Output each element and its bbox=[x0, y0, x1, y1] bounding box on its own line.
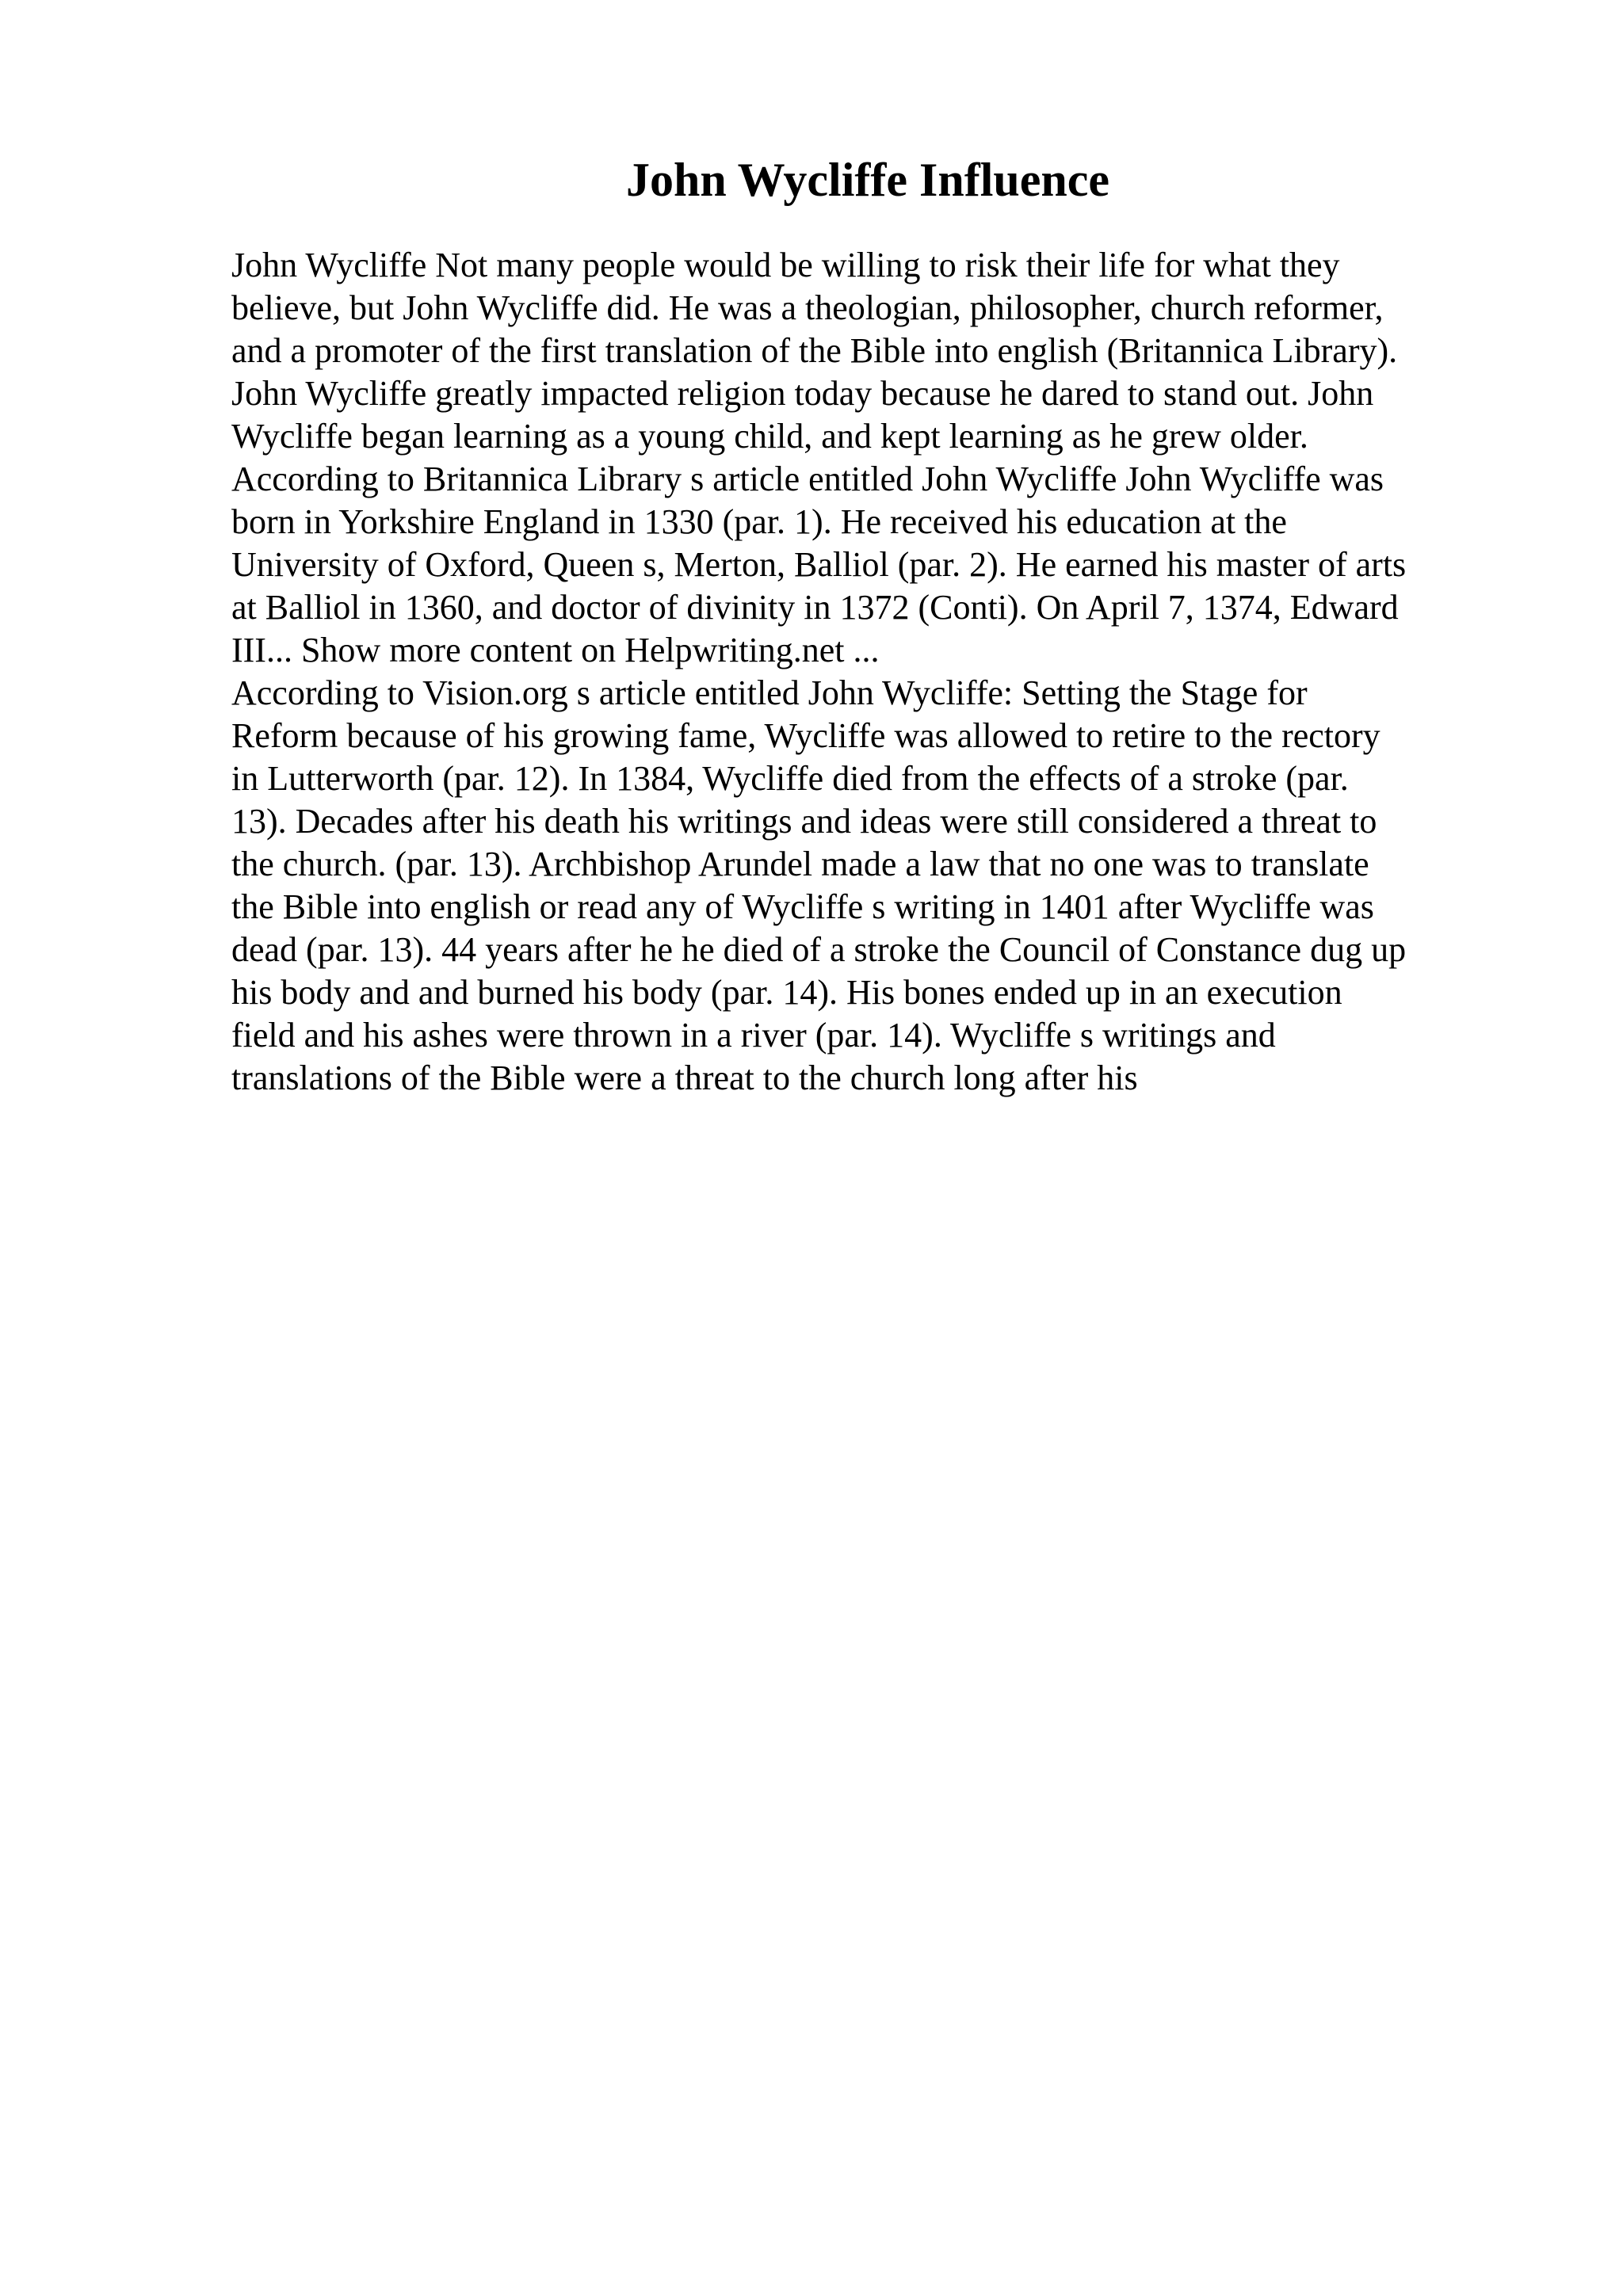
body-line: translations of the Bible were a threat to the church long after his bbox=[231, 1058, 1138, 1097]
body-line: field and his ashes were thrown in a river (par. 14). Wycliffe s writings and bbox=[231, 1016, 1276, 1055]
body-line: University of Oxford, Queen s, Merton, Balliol (par. 2). He earned his master of arts bbox=[231, 545, 1407, 584]
body-line: John Wycliffe Not many people would be willing to risk their life for what they bbox=[231, 246, 1340, 284]
body-line: the church. (par. 13). Archbishop Arundel made a law that no one was to translate bbox=[231, 845, 1369, 883]
document-title: John Wycliffe Influence bbox=[626, 154, 1109, 206]
body-line: believe, but John Wycliffe did. He was a theologian, philosopher, church reformer, bbox=[231, 288, 1384, 327]
body-line: Reform because of his growing fame, Wycliffe was allowed to retire to the rectory bbox=[231, 716, 1381, 755]
body-line: John Wycliffe greatly impacted religion today because he dared to stand out. John bbox=[231, 374, 1374, 413]
body-line: 13). Decades after his death his writings and ideas were still considered a threat to bbox=[231, 802, 1377, 841]
body-line: III... Show more content on Helpwriting.net ... bbox=[231, 631, 880, 669]
body-line: in Lutterworth (par. 12). In 1384, Wycliffe died from the effects of a stroke (par. bbox=[231, 759, 1349, 798]
body-line: the Bible into english or read any of Wycliffe s writing in 1401 after Wycliffe was bbox=[231, 887, 1374, 926]
body-line: born in Yorkshire England in 1330 (par. 1). He received his education at the bbox=[231, 502, 1287, 541]
body-line: According to Britannica Library s article entitled John Wycliffe John Wycliffe was bbox=[231, 460, 1384, 498]
body-line: Wycliffe began learning as a young child, and kept learning as he grew older. bbox=[231, 417, 1308, 456]
body-line: dead (par. 13). 44 years after he he died of a stroke the Council of Constance dug up bbox=[231, 930, 1407, 969]
document-body bbox=[231, 244, 1499, 1100]
body-line: and a promoter of the first translation of the Bible into english (Britannica Library). bbox=[231, 331, 1398, 370]
body-line: his body and and burned his body (par. 14). His bones ended up in an execution bbox=[231, 973, 1342, 1012]
body-line: According to Vision.org s article entitled John Wycliffe: Setting the Stage for bbox=[231, 673, 1308, 712]
body-line: at Balliol in 1360, and doctor of divinity in 1372 (Conti). On April 7, 1374, Edward bbox=[231, 588, 1399, 627]
